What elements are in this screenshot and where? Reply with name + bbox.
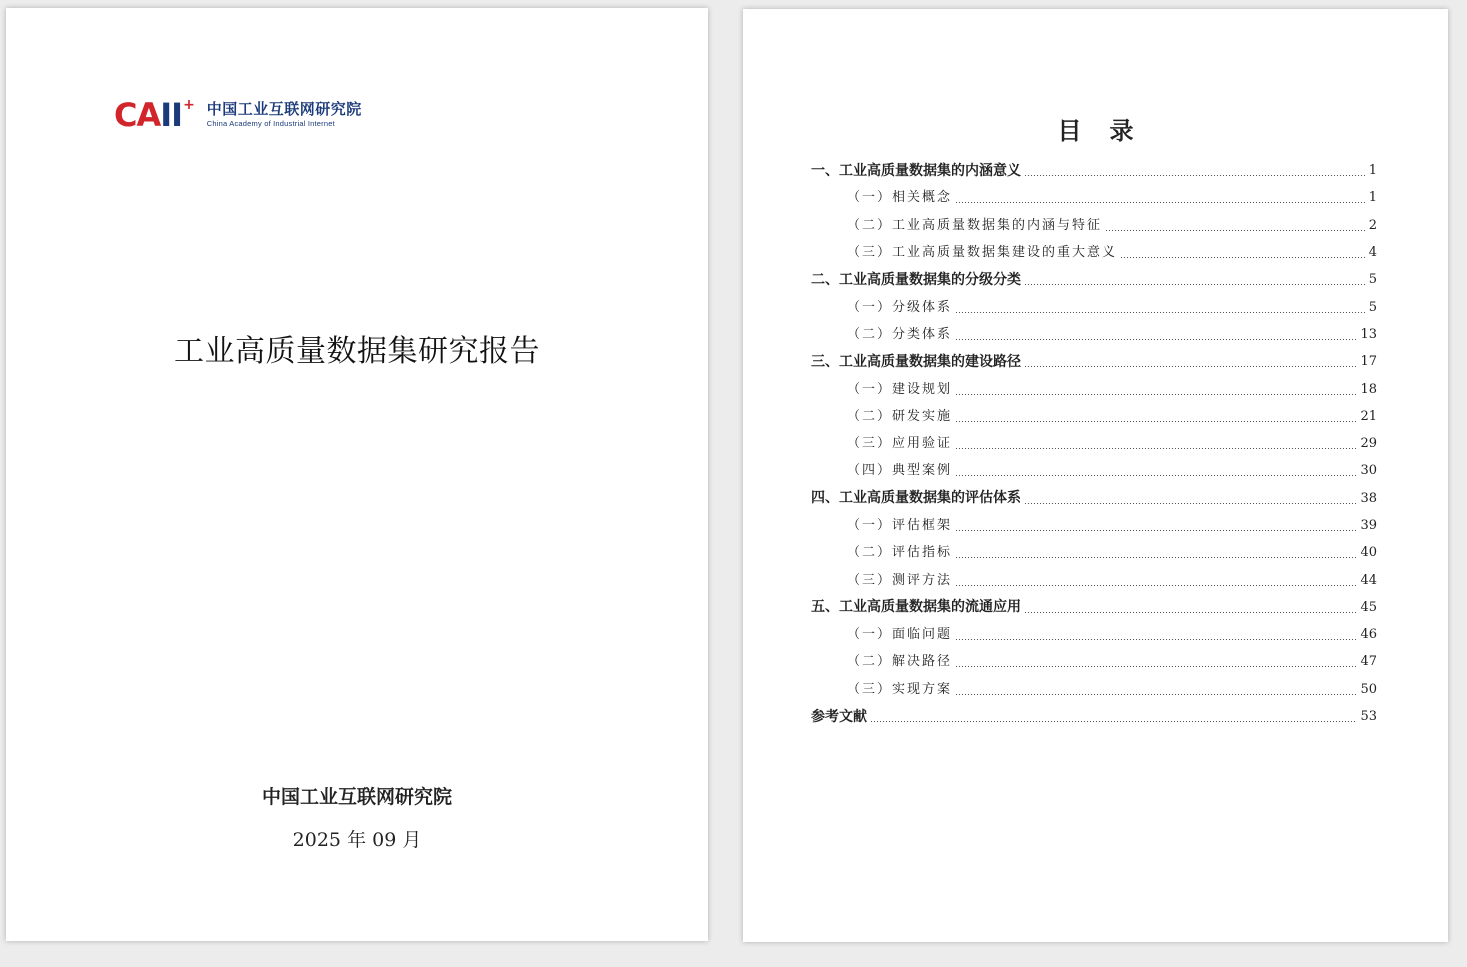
toc-entry-page-number: 5 (1368, 299, 1377, 315)
toc-subsection-entry[interactable] (811, 539, 1377, 566)
toc-dot-leader (1024, 503, 1357, 504)
toc-entry-page-number: 29 (1360, 436, 1377, 452)
toc-section-entry[interactable] (811, 157, 1377, 184)
publisher-name: 中国工业互联网研究院 (261, 786, 452, 808)
toc-subsection-entry[interactable] (811, 212, 1377, 239)
toc-subsection-entry[interactable] (811, 293, 1377, 320)
toc-entry-page-number: 45 (1360, 599, 1377, 615)
toc-entry-label: （二）研发实施 (847, 408, 953, 424)
toc-dot-leader (870, 721, 1357, 722)
toc-entry-page-number: 50 (1360, 681, 1377, 697)
logo-chinese-name: 中国工业互联网研究院 (206, 100, 362, 119)
toc-subsection-entry[interactable] (811, 430, 1377, 457)
toc-entry-page-number: 5 (1368, 272, 1377, 288)
toc-dot-leader (955, 557, 1357, 558)
toc-entry-label: 参考文献 (811, 708, 867, 725)
cover-page (6, 8, 708, 941)
toc-entry-label: （一）面临问题 (847, 627, 953, 643)
toc-subsection-entry[interactable] (811, 566, 1377, 593)
toc-subsection-entry[interactable] (811, 403, 1377, 430)
toc-dot-leader (955, 530, 1357, 531)
toc-entry-label: （一）建设规划 (847, 381, 953, 397)
toc-dot-leader (955, 394, 1357, 395)
toc-entry-page-number: 17 (1360, 354, 1377, 370)
toc-subsection-entry[interactable] (811, 676, 1377, 703)
toc-entry-page-number: 38 (1360, 490, 1377, 506)
toc-subsection-entry[interactable] (811, 457, 1377, 484)
toc-dot-leader (955, 639, 1357, 640)
toc-entry-label: （三）测评方法 (847, 572, 953, 588)
toc-entry-page-number: 1 (1368, 190, 1377, 206)
toc-entry-page-number: 2 (1368, 217, 1377, 233)
toc-dot-leader (955, 694, 1357, 695)
table-of-contents-page (743, 9, 1448, 942)
toc-dot-leader (955, 202, 1366, 203)
toc-entry-label: 一、工业高质量数据集的内涵意义 (811, 162, 1021, 179)
toc-entry-label: （二）评估指标 (847, 545, 953, 561)
toc-dot-leader (955, 339, 1357, 340)
toc-dot-leader (1024, 175, 1366, 176)
toc-subsection-entry[interactable] (811, 621, 1377, 648)
toc-entry-label: （二）工业高质量数据集的内涵与特征 (847, 217, 1103, 233)
toc-entry-page-number: 4 (1368, 245, 1377, 261)
toc-dot-leader (955, 312, 1366, 313)
toc-subsection-entry[interactable] (811, 648, 1377, 675)
toc-dot-leader (1024, 366, 1357, 367)
toc-dot-leader (1105, 230, 1366, 231)
toc-entry-page-number: 44 (1360, 572, 1377, 588)
toc-dot-leader (1120, 257, 1366, 258)
toc-entry-label: 三、工业高质量数据集的建设路径 (811, 353, 1021, 370)
toc-entry-label: （三）工业高质量数据集建设的重大意义 (847, 245, 1118, 261)
toc-entry-page-number: 30 (1360, 463, 1377, 479)
toc-subsection-entry[interactable] (811, 375, 1377, 402)
toc-list (811, 157, 1377, 730)
toc-entry-label: （四）典型案例 (847, 463, 953, 479)
toc-subsection-entry[interactable] (811, 512, 1377, 539)
report-title: 工业高质量数据集研究报告 (174, 334, 540, 369)
logo-mark: CAII (114, 96, 183, 134)
logo-english-name: China Academy of Industrial Internet (206, 119, 335, 129)
toc-entry-label: 二、工业高质量数据集的分级分类 (811, 271, 1021, 288)
toc-subsection-entry[interactable] (811, 184, 1377, 211)
toc-dot-leader (955, 448, 1357, 449)
publish-date: 2025 年 09 月 (292, 829, 422, 851)
toc-section-entry[interactable] (811, 485, 1377, 512)
toc-entry-page-number: 21 (1360, 408, 1377, 424)
toc-dot-leader (955, 585, 1357, 586)
toc-entry-page-number: 18 (1360, 381, 1377, 397)
toc-entry-label: （一）分级体系 (847, 299, 953, 315)
toc-dot-leader (955, 475, 1357, 476)
toc-dot-leader (1024, 612, 1357, 613)
toc-section-entry[interactable] (811, 703, 1377, 730)
logo-plus: + (183, 97, 195, 113)
toc-entry-page-number: 1 (1368, 163, 1377, 179)
toc-section-entry[interactable] (811, 266, 1377, 293)
toc-entry-page-number: 47 (1360, 654, 1377, 670)
toc-subsection-entry[interactable] (811, 239, 1377, 266)
toc-entry-page-number: 39 (1360, 518, 1377, 533)
toc-entry-label: 五、工业高质量数据集的流通应用 (811, 599, 1021, 616)
toc-entry-page-number: 40 (1360, 545, 1377, 561)
toc-entry-label: （一）评估框架 (847, 518, 953, 533)
toc-entry-page-number: 53 (1360, 709, 1377, 725)
toc-section-entry[interactable] (811, 348, 1377, 375)
caii-logo (114, 98, 362, 132)
toc-entry-page-number: 46 (1360, 627, 1377, 643)
toc-dot-leader (1024, 284, 1366, 285)
toc-dot-leader (955, 421, 1357, 422)
toc-entry-label: 四、工业高质量数据集的评估体系 (811, 490, 1021, 507)
toc-entry-label: （三）实现方案 (847, 681, 953, 697)
toc-dot-leader (955, 666, 1357, 667)
toc-entry-label: （一）相关概念 (847, 190, 953, 206)
toc-entry-page-number: 13 (1360, 326, 1377, 342)
toc-entry-label: （三）应用验证 (847, 436, 953, 452)
toc-heading: 目录 (1057, 117, 1162, 145)
toc-entry-label: （二）解决路径 (847, 654, 953, 670)
toc-subsection-entry[interactable] (811, 321, 1377, 348)
logo-text (207, 102, 362, 128)
toc-section-entry[interactable] (811, 594, 1377, 621)
toc-entry-label: （二）分类体系 (847, 326, 953, 342)
